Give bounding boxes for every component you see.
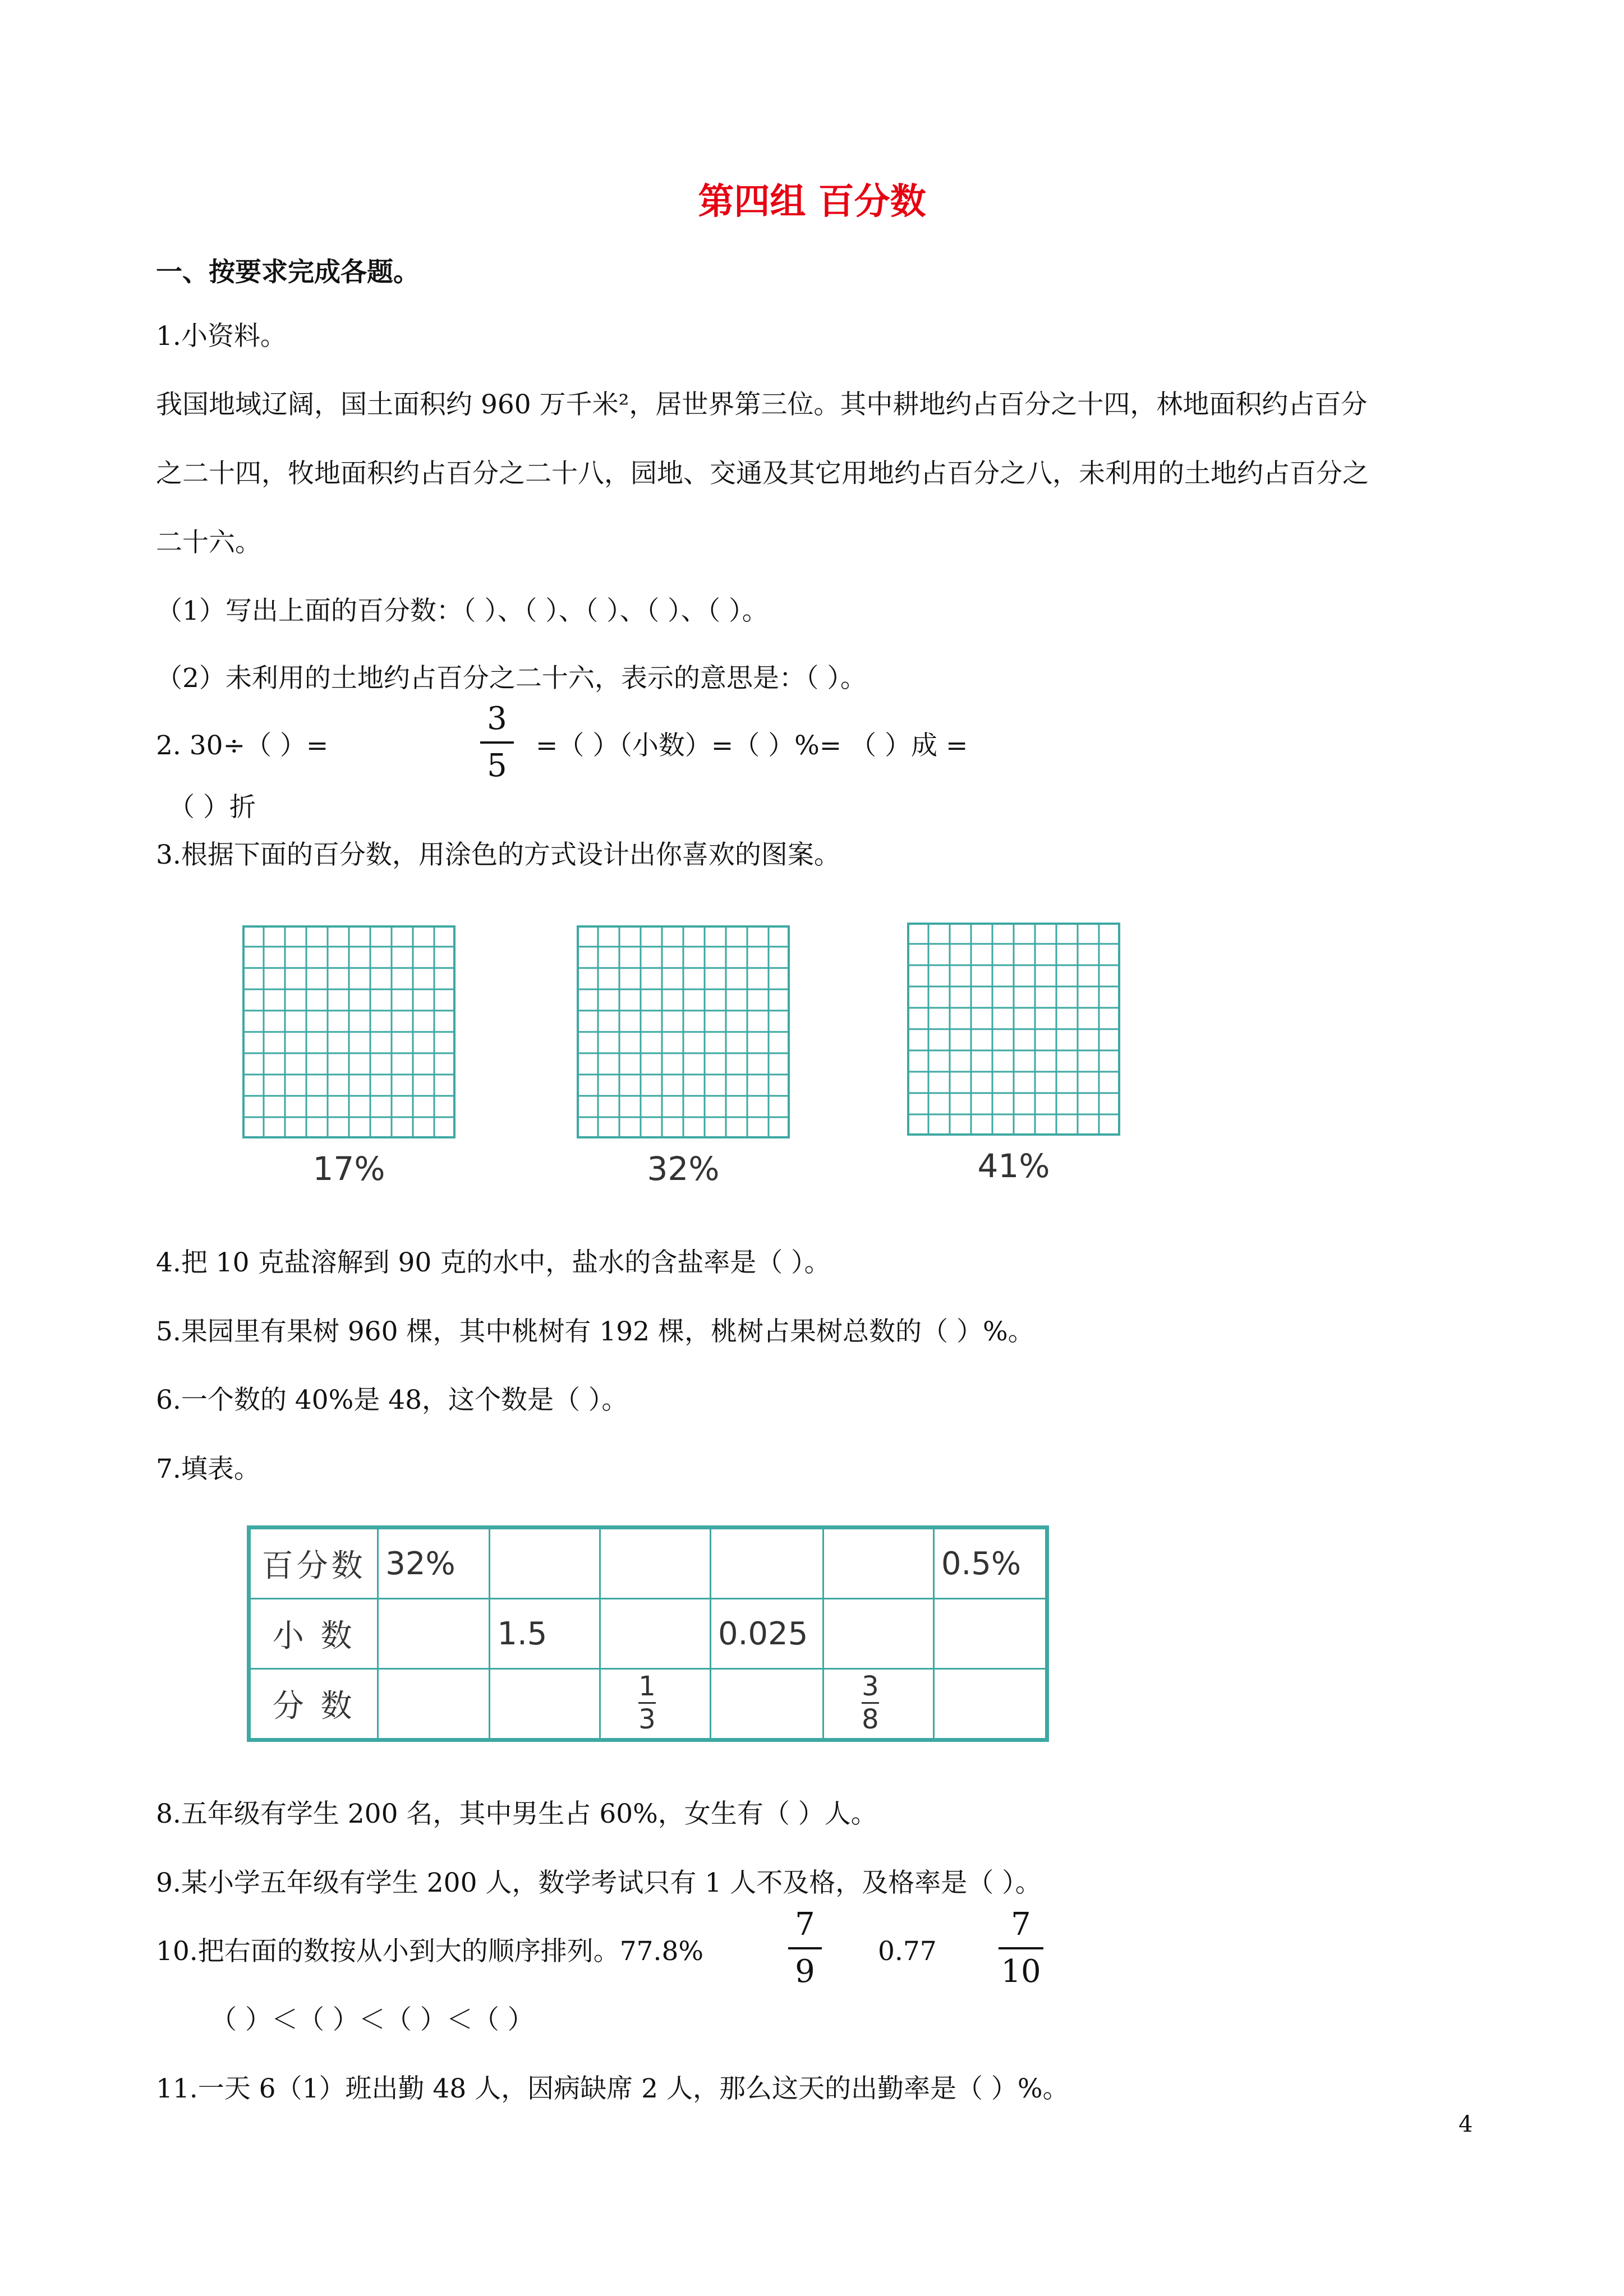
- fraction-bar: [480, 741, 514, 744]
- table-cell[interactable]: [823, 1599, 934, 1669]
- grid-1-percent-label: 17%: [312, 1150, 385, 1188]
- percent-grid-2[interactable]: [577, 925, 790, 1138]
- q10-fraction-7-10: [993, 1907, 1049, 1990]
- conversion-table: [247, 1525, 1049, 1742]
- table-row: [249, 1669, 1047, 1740]
- table-cell[interactable]: [823, 1528, 934, 1599]
- q10-decimal: 0.77: [878, 1936, 937, 1967]
- q2-part-c: （ ）折: [168, 792, 256, 823]
- q7-label: 7.填表。: [156, 1454, 260, 1484]
- table-cell[interactable]: [711, 1528, 823, 1599]
- fraction-bar: [999, 1947, 1043, 1949]
- q5-text: 5.果园里有果树 960 棵，其中桃树有 192 棵，桃树占果树总数的（ ）%。: [156, 1316, 1034, 1347]
- percent-grid-1[interactable]: [242, 925, 456, 1138]
- q10-label: 10.把右面的数按从小到大的顺序排列。77.8%: [156, 1936, 704, 1967]
- q1-paragraph-line-1: 我国地域辽阔，国土面积约 960 万千米²，居世界第三位。其中耕地约占百分之十四，林地面积约占百分: [156, 389, 1368, 420]
- fraction-numerator: 7: [1011, 1906, 1031, 1943]
- table-row: [249, 1528, 1047, 1599]
- table-cell[interactable]: 0.5%: [933, 1528, 1047, 1599]
- q2-fraction-denominator: 5: [487, 748, 507, 784]
- q2-fraction: [475, 701, 519, 784]
- q10-fraction-7-9: [783, 1907, 827, 1990]
- page-number: 4: [1459, 2111, 1473, 2137]
- q8-text: 8.五年级有学生 200 名，其中男生占 60%，女生有（ ）人。: [156, 1799, 877, 1829]
- q1-label: 1.小资料。: [156, 321, 287, 352]
- section-heading: 一、按要求完成各题。: [156, 257, 420, 288]
- row-header-percent: 百分数: [249, 1528, 378, 1599]
- q11-text: 11.一天 6（1）班出勤 48 人，因病缺席 2 人，那么这天的出勤率是（ ）%。: [156, 2073, 1069, 2104]
- table-cell[interactable]: 0.025: [711, 1599, 823, 1669]
- grid-2-percent-label: 32%: [647, 1150, 720, 1188]
- fraction-three-eighths: [862, 1672, 879, 1734]
- q2-part-b: =（ ）（小数）=（ ）%= （ ）成 =: [536, 730, 968, 761]
- q1-sub-question-1: （1）写出上面的百分数：（ ）、（ ）、（ ）、（ ）、（ ）。: [156, 596, 769, 626]
- q2-part-a: 2. 30÷（ ）=: [156, 730, 329, 761]
- fraction-denominator: 9: [795, 1953, 815, 1990]
- page-title: 第四组 百分数: [698, 181, 926, 223]
- q9-text: 9.某小学五年级有学生 200 人，数学考试只有 1 人不及格，及格率是（ ）。: [156, 1868, 1042, 1898]
- table-cell-fraction[interactable]: [600, 1669, 711, 1740]
- table-cell[interactable]: [600, 1599, 711, 1669]
- table-cell[interactable]: [490, 1528, 600, 1599]
- q4-text: 4.把 10 克盐溶解到 90 克的水中，盐水的含盐率是（ ）。: [156, 1247, 831, 1278]
- fraction-denominator: 8: [862, 1703, 879, 1735]
- fraction-numerator: 3: [862, 1670, 879, 1702]
- q1-paragraph-line-3: 二十六。: [156, 527, 261, 558]
- table-cell[interactable]: [378, 1669, 490, 1740]
- grid-3-percent-label: 41%: [977, 1147, 1050, 1185]
- fraction-denominator: 3: [638, 1703, 656, 1735]
- table-cell[interactable]: [933, 1599, 1047, 1669]
- fraction-bar: [788, 1947, 822, 1949]
- percent-grid-3[interactable]: [907, 923, 1120, 1136]
- table-cell[interactable]: 32%: [378, 1528, 490, 1599]
- fraction-numerator: 1: [638, 1670, 656, 1702]
- q1-paragraph-line-2: 之二十四，牧地面积约占百分之二十八，园地、交通及其它用地约占百分之八，未利用的土地约占百分之: [156, 458, 1369, 489]
- row-header-decimal: 小 数: [249, 1599, 378, 1669]
- table-row: [249, 1599, 1047, 1669]
- fraction-numerator: 7: [795, 1906, 815, 1943]
- q2-fraction-numerator: 3: [487, 700, 507, 737]
- table-cell[interactable]: [933, 1669, 1047, 1740]
- table-cell[interactable]: [600, 1528, 711, 1599]
- fraction-one-third: [638, 1672, 656, 1734]
- table-cell[interactable]: [378, 1599, 490, 1669]
- fraction-denominator: 10: [1001, 1953, 1041, 1990]
- table-cell[interactable]: [711, 1669, 823, 1740]
- q3-label: 3.根据下面的百分数，用涂色的方式设计出你喜欢的图案。: [156, 840, 840, 870]
- table-cell-fraction[interactable]: [823, 1669, 934, 1740]
- table-cell[interactable]: [490, 1669, 600, 1740]
- q1-sub-question-2: （2）未利用的土地约占百分之二十六，表示的意思是：（ ）。: [156, 663, 867, 694]
- q6-text: 6.一个数的 40%是 48，这个数是（ ）。: [156, 1385, 628, 1416]
- row-header-fraction: 分 数: [249, 1669, 378, 1740]
- table-cell[interactable]: 1.5: [490, 1599, 600, 1669]
- q10-answer-blanks: （ ）＜（ ）＜（ ）＜（ ）: [210, 2004, 534, 2035]
